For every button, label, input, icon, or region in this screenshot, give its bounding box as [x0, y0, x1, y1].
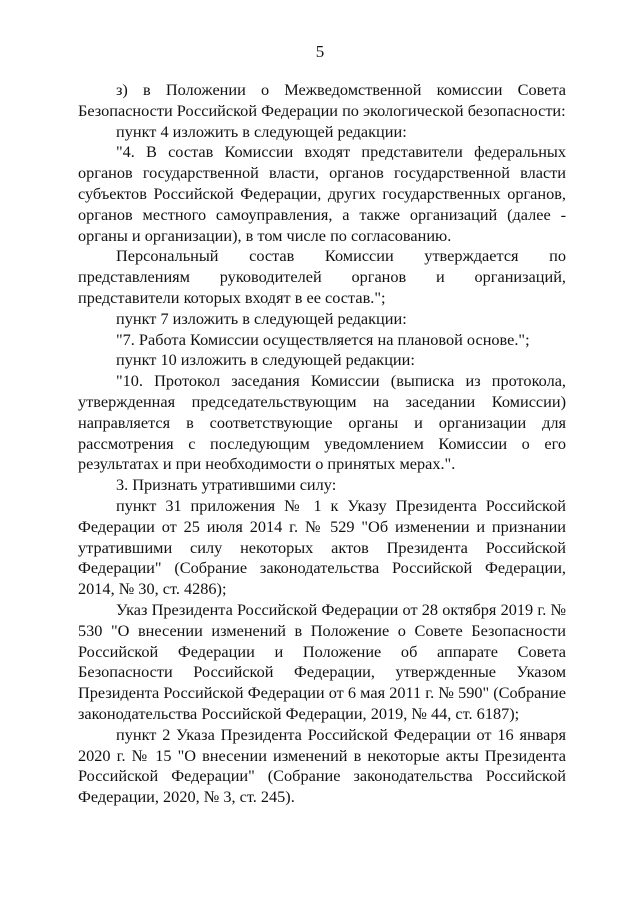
paragraph-personnel-composition: Персональный состав Комиссии утверждается по представлениям руководителей органов и организаций, представители которых входят в ее состав."; — [78, 246, 566, 307]
paragraph-point-7-text: "7. Работа Комиссии осуществляется на плановой основе."; — [116, 329, 530, 349]
document-body — [78, 80, 566, 808]
paragraph-point-4-instruction: пункт 4 изложить в следующей редакции: — [116, 121, 407, 141]
paragraph-point-4-text: "4. В состав Комиссии входят представители федеральных органов государственной власти, органов государственной власти субъектов Российской Федерации, других государственных органов, органов местного самоуправления, а также организаций (далее - органы и организации), в том числе по согласованию. — [78, 142, 566, 245]
paragraph-subpoint-z: з) в Положении о Межведомственной комиссии Совета Безопасности Российской Федерации по экологической безопасности: — [78, 80, 566, 120]
paragraph-repeal-item-1: пункт 31 приложения № 1 к Указу Президента Российской Федерации от 25 июля 2014 г. № 529 "Об изменении и признании утратившими силу некоторых актов Президента Российской Федерации" (Собрание законодательства Российской Федерации, 2014, № 30, ст. 4286); — [78, 495, 566, 599]
paragraph-repeal-item-2: Указ Президента Российской Федерации от 28 октября 2019 г. № 530 "О внесении изменений в Положение о Совете Безопасности Российской Федерации и Положение об аппарате Совета Безопасности Российской Федерации, утвержденные Указом Президента Российской Федерации от 6 мая 2011 г. № 590" (Собрание законодательства Российской Федерации, 2019, № 44, ст. 6187); — [78, 599, 566, 723]
paragraph-point-7-instruction: пункт 7 изложить в следующей редакции: — [116, 308, 407, 328]
paragraph-point-10-text: "10. Протокол заседания Комиссии (выписка из протокола, утвержденная председательствующим на заседании Комиссии) направляется в соответствующие органы и организации для рассмотрения с последующим уведомлением Комиссии о его результатах и при необходимости о принятых мерах.". — [78, 371, 566, 474]
paragraph-point-10-instruction: пункт 10 изложить в следующей редакции: — [116, 350, 415, 370]
paragraph-section-3-heading: 3. Признать утратившими силу: — [116, 475, 337, 495]
page-number: 5 — [315, 42, 325, 61]
paragraph-repeal-item-3: пункт 2 Указа Президента Российской Федерации от 16 января 2020 г. № 15 "О внесении изменений в некоторые акты Президента Российской Федерации" (Собрание законодательства Российской Федерации, 2020, № 3, ст. 245). — [78, 724, 566, 807]
